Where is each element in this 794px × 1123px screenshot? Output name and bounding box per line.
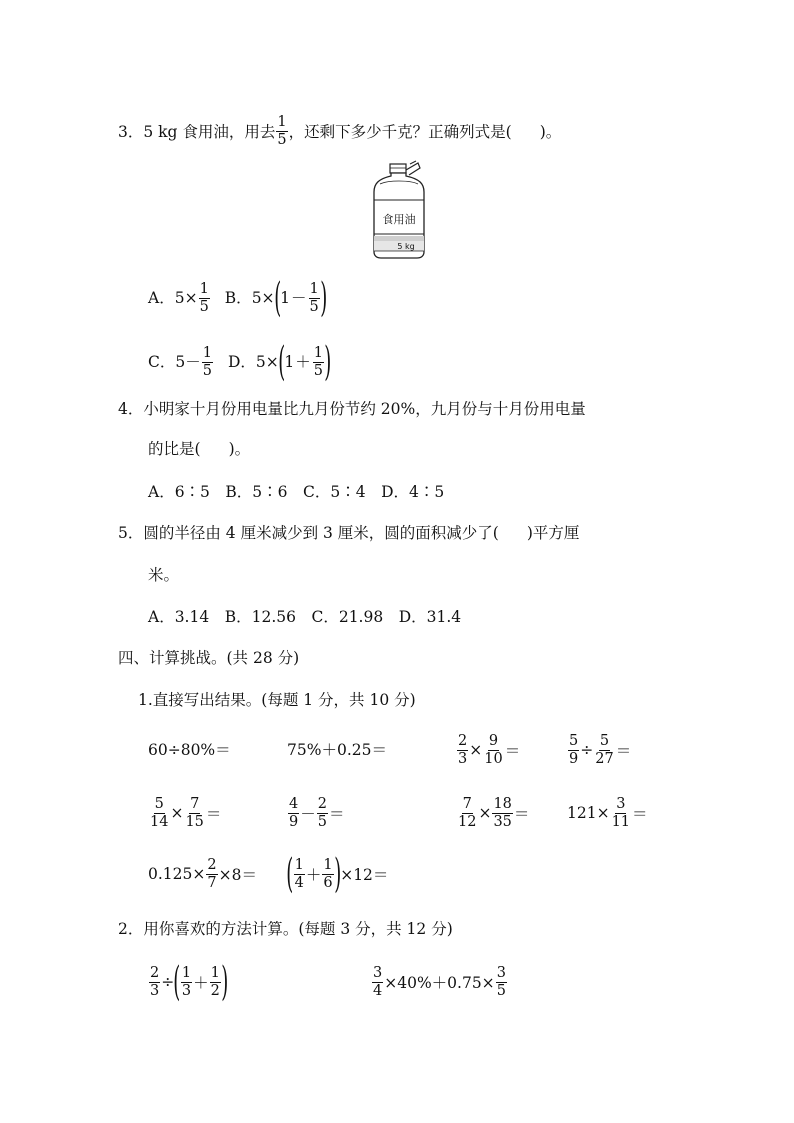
calc-item[interactable]: 75%＋0.25＝ xyxy=(287,741,387,759)
fraction: $\frac{1}{5}$ xyxy=(309,280,319,315)
fraction: $\frac{1}{5}$ xyxy=(313,344,324,379)
calc-item[interactable]: $\frac{5}{9}$ ÷ $\frac{5}{27}$ ＝ xyxy=(569,732,632,767)
calc-item[interactable]: $\frac{4}{9}$ － $\frac{2}{5}$ ＝ xyxy=(289,795,345,830)
part-2-title: 2．用你喜欢的方法计算。(每题 3 分，共 12 分) xyxy=(118,920,453,938)
fraction: $\frac{3}{11}$ xyxy=(611,795,631,830)
calc-item[interactable]: 121× $\frac{3}{11}$ ＝ xyxy=(567,795,648,830)
fraction: $\frac{18}{35}$ xyxy=(493,795,512,830)
left-paren: ( xyxy=(278,339,286,385)
fraction: $\frac{5}{9}$ xyxy=(569,732,579,767)
calc-item[interactable]: $\frac{2}{3}$ ÷ ( $\frac{1}{3}$ ＋ $\frac{1}{2}$ ) xyxy=(150,959,229,1005)
fraction: $\frac{3}{4}$ xyxy=(373,964,383,999)
fraction: $\frac{1}{5}$ xyxy=(277,114,287,148)
question-4-line2: 的比是( )。 xyxy=(148,440,251,458)
calc-item[interactable]: $\frac{7}{12}$ × $\frac{18}{35}$ ＝ xyxy=(458,795,530,830)
calc-item[interactable]: $\frac{2}{3}$ × $\frac{9}{10}$ ＝ xyxy=(458,732,521,767)
fraction: $\frac{2}{5}$ xyxy=(317,795,327,830)
calc-item[interactable]: $\frac{3}{4}$ ×40%＋0.75× $\frac{3}{5}$ xyxy=(373,964,506,999)
q3-options-ab xyxy=(148,276,326,320)
question-text: ，还剩下多少千克？正确列式是( xyxy=(288,122,512,141)
q4-options[interactable]: A．6∶5 B．5∶6 C．5∶4 D．4∶5 xyxy=(148,483,445,501)
bottle-weight: 5 kg xyxy=(397,242,415,251)
question-number: 5． xyxy=(118,524,144,542)
fraction: $\frac{7}{12}$ xyxy=(458,795,477,830)
fraction: $\frac{1}{5}$ xyxy=(202,344,212,379)
calc-item[interactable]: ( $\frac{1}{4}$ ＋ $\frac{1}{6}$ ) ×12＝ xyxy=(286,851,389,897)
q3-options-cd xyxy=(148,340,331,384)
fraction: $\frac{2}{7}$ xyxy=(207,856,217,891)
calc-item[interactable]: 0.125× $\frac{2}{7}$ ×8＝ xyxy=(148,856,257,891)
option-a[interactable]: A． 5× $\frac{1}{5}$ xyxy=(148,280,209,315)
fraction: $\frac{3}{5}$ xyxy=(496,964,506,999)
question-3 xyxy=(118,114,561,149)
question-5: 5． 圆的半径由 4 厘米减少到 3 厘米，圆的面积减少了( )平方厘 xyxy=(118,524,580,542)
q5-options[interactable]: A．3.14 B．12.56 C．21.98 D．31.4 xyxy=(148,608,462,626)
fraction: $\frac{5}{14}$ xyxy=(150,795,169,830)
question-4 xyxy=(118,398,586,420)
bottle-label: 食用油 xyxy=(382,213,416,226)
fraction: $\frac{2}{3}$ xyxy=(458,732,468,767)
part-1-title: 1.直接写出结果。(每题 1 分，共 10 分) xyxy=(138,691,416,709)
fraction: $\frac{1}{5}$ xyxy=(199,280,209,315)
calc-item[interactable]: $\frac{5}{14}$ × $\frac{7}{15}$ ＝ xyxy=(150,795,222,830)
left-paren: ( xyxy=(286,851,294,897)
right-paren: ) xyxy=(324,339,332,385)
fraction: $\frac{1}{3}$ xyxy=(181,964,192,999)
oil-bottle-illustration xyxy=(366,160,432,260)
fraction: $\frac{1}{2}$ xyxy=(210,964,220,999)
option-c[interactable]: C． 5－ $\frac{1}{5}$ xyxy=(148,344,212,379)
option-b[interactable]: B． 5× ( 1 － $\frac{1}{5}$ ) xyxy=(224,275,328,321)
fraction: $\frac{4}{9}$ xyxy=(289,795,299,830)
fraction: $\frac{5}{27}$ xyxy=(595,732,614,767)
fraction: $\frac{1}{4}$ xyxy=(294,856,304,891)
section-title: 四、计算挑战。(共 28 分) xyxy=(118,649,300,667)
question-number: 3． xyxy=(118,122,144,141)
question-5-line2: 米。 xyxy=(148,566,180,584)
right-paren: ) xyxy=(333,851,341,897)
fraction: $\frac{1}{6}$ xyxy=(323,856,333,891)
calc-item[interactable]: 60÷80%＝ xyxy=(148,741,231,759)
right-paren: ) xyxy=(221,959,229,1005)
left-paren: ( xyxy=(273,275,281,321)
question-text: 5 kg 食用油，用去 xyxy=(143,122,276,141)
fraction: $\frac{9}{10}$ xyxy=(484,732,503,767)
option-d[interactable]: D． 5× ( 1 ＋ $\frac{1}{5}$ ) xyxy=(227,339,332,385)
question-text: 小明家十月份用电量比九月份节约 20%，九月份与十月份用电量 xyxy=(143,400,586,418)
left-paren: ( xyxy=(173,959,181,1005)
fraction: $\frac{2}{3}$ xyxy=(150,964,160,999)
fraction: $\frac{7}{15}$ xyxy=(185,795,204,830)
question-number: 4． xyxy=(118,400,144,418)
right-paren: ) xyxy=(320,275,328,321)
question-text: )。 xyxy=(539,122,562,141)
